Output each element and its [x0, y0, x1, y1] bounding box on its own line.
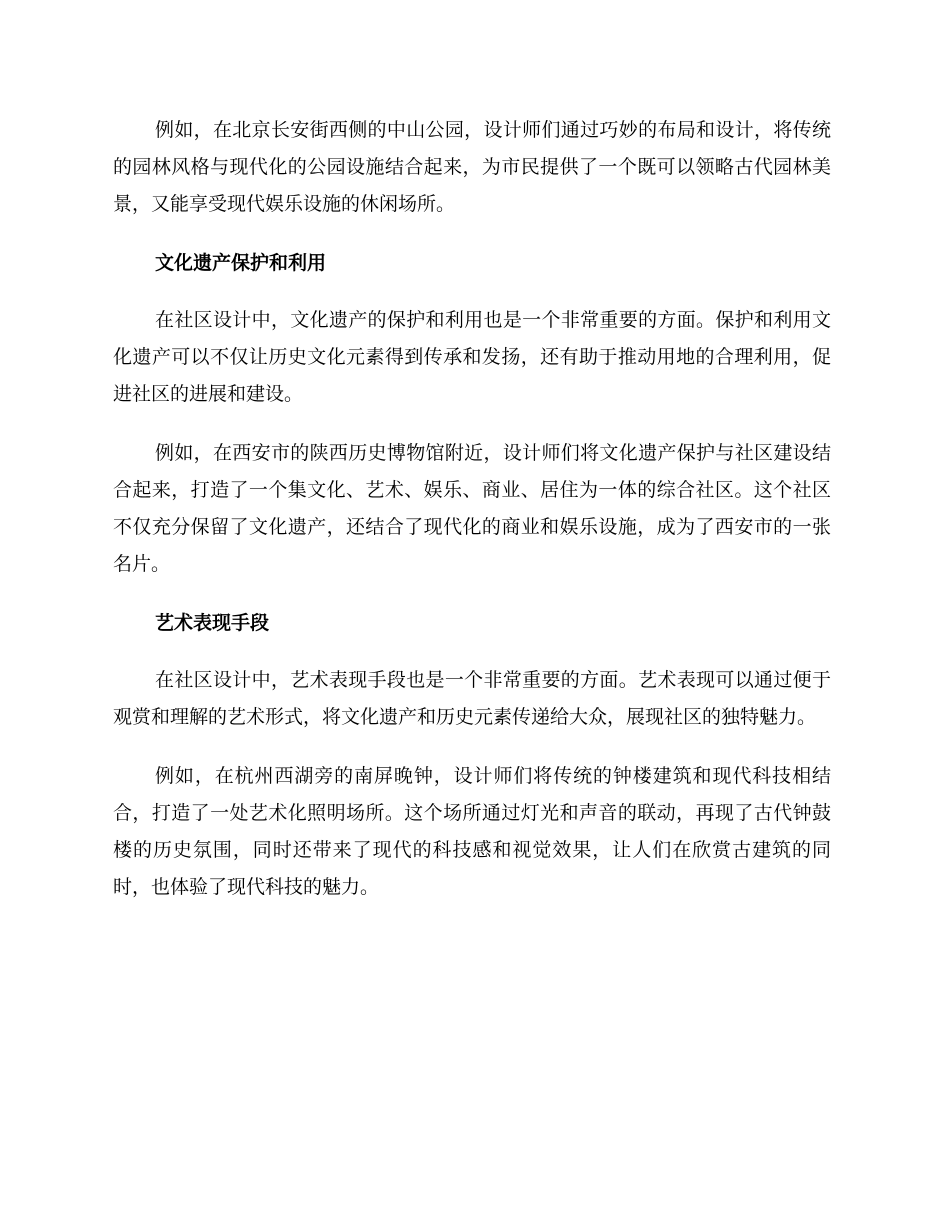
paragraph-xian-museum: 例如，在西安市的陕西历史博物馆附近，设计师们将文化遗产保护与社区建设结合起来，打造了一个集文化、艺术、娱乐、商业、居住为一体的综合社区。这个社区不仅充分保留了文化遗产，还结合了现代化的商业和娱乐设施，成为了西安市的一张名片。 [113, 442, 831, 575]
section-heading-cultural-heritage: 文化遗产保护和利用 [155, 252, 327, 274]
paragraph-heritage-importance: 在社区设计中，文化遗产的保护和利用也是一个非常重要的方面。保护和利用文化遗产可以不仅让历史文化元素得到传承和发扬，还有助于推动用地的合理利用，促进社区的进展和建设。 [113, 309, 831, 405]
document-page [113, 112, 831, 906]
paragraph-art-importance: 在社区设计中，艺术表现手段也是一个非常重要的方面。艺术表现可以通过便于观赏和理解的艺术形式，将文化遗产和历史元素传递给大众，展现社区的独特魅力。 [113, 669, 831, 728]
section-heading-artistic-expression: 艺术表现手段 [155, 612, 270, 634]
paragraph-hangzhou-nanping: 例如，在杭州西湖旁的南屏晚钟，设计师们将传统的钟楼建筑和现代科技相结合，打造了一处艺术化照明场所。这个场所通过灯光和声音的联动，再现了古代钟鼓楼的历史氛围，同时还带来了现代的科技感和视觉效果，让人们在欣赏古建筑的同时，也体验了现代科技的魅力。 [113, 765, 831, 898]
paragraph-zhongshan-park: 例如，在北京长安街西侧的中山公园，设计师们通过巧妙的布局和设计，将传统的园林风格与现代化的公园设施结合起来，为市民提供了一个既可以领略古代园林美景，又能享受现代娱乐设施的休闲场所。 [113, 119, 831, 215]
